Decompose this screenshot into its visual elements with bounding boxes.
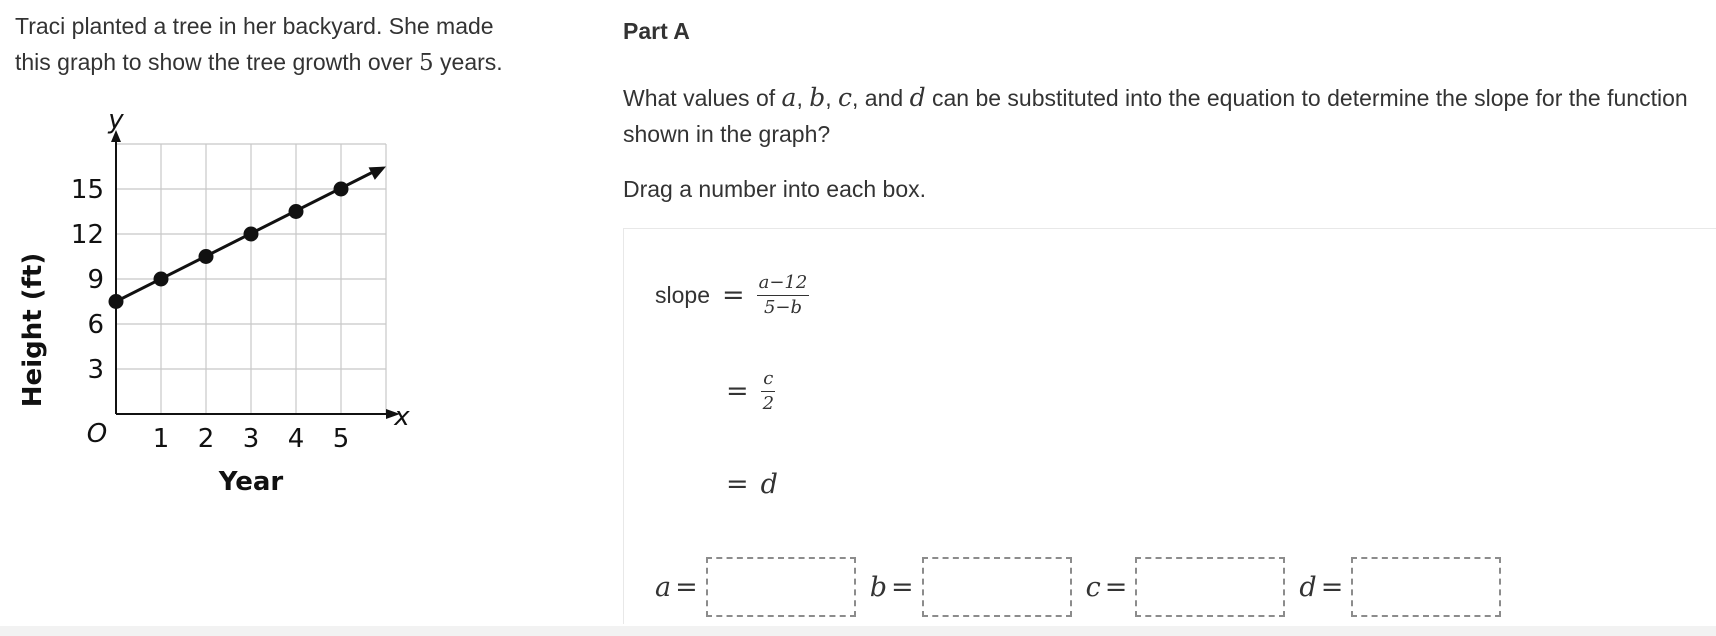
fraction-1-numerator: a−12 [757,273,810,296]
slope-word: slope [655,281,710,308]
fraction-2-numerator: c [761,369,775,392]
fraction-1-denominator: 5−b [763,296,802,318]
y-axis-letter: y [108,105,124,135]
bottom-scroll-bar [0,626,1716,636]
data-point [199,249,214,264]
drop-group-b [870,557,1072,617]
data-point [109,294,124,309]
drag-drop-area [623,228,1716,624]
series [109,167,387,310]
x-tick-label: 3 [242,424,260,454]
question-text-2: , [796,85,810,111]
equation-row-3 [726,469,778,500]
drop-group-a [655,557,856,617]
x-tick-label: 2 [197,424,215,454]
drop-var-d: d [1299,571,1317,603]
tick-labels [71,175,349,454]
fraction-1 [757,273,810,318]
drop-box-c[interactable] [1135,557,1285,617]
equals-sign: = [726,375,749,407]
question-panel [623,0,1716,636]
stimulus-number: 5 [419,50,434,76]
y-tick-label: 15 [70,175,104,205]
question-text-3: , [825,85,839,111]
y-tick-label: 6 [87,310,104,340]
stimulus-text [15,8,575,81]
drop-box-b[interactable] [922,557,1072,617]
drop-targets [655,557,1515,617]
x-tick-label: 1 [152,424,170,454]
drop-equals-a: = [675,571,698,603]
equation-row-1 [655,273,809,318]
x-tick-label: 5 [332,424,350,454]
stimulus-line-1: Traci planted a tree in her backyard. She made [15,13,494,39]
question-text-5: can be substituted into the equation to determine the slope for the function shown in the graph? [623,85,1688,147]
stimulus-panel [15,8,575,81]
drop-var-b: b [869,571,888,603]
drop-equals-d: = [1320,571,1344,603]
var-d: d [909,83,926,112]
drop-group-c [1086,557,1286,617]
equals-sign: = [721,279,745,311]
x-axis-letter: x [394,402,410,432]
tree-growth-graph [0,102,440,502]
question-text-1: What values of [623,85,782,111]
drop-label-b [870,572,914,603]
drop-var-c: c [1085,571,1101,603]
var-a: a [781,83,797,112]
fraction-2 [761,369,776,414]
question-prompt [623,80,1713,152]
axes [111,130,400,419]
data-point [244,227,259,242]
y-axis-label: Height (ft) [18,252,48,408]
drop-label-c [1086,572,1128,603]
x-tick-label: 4 [287,424,305,454]
equation-row-2 [726,369,776,414]
y-tick-label: 12 [70,220,104,250]
x-axis-label: Year [218,467,284,497]
drop-label-a [655,572,698,603]
drop-group-d [1299,557,1501,617]
var-c: c [838,83,853,112]
question-text-4: , and [852,85,910,111]
drop-label-d [1299,572,1343,603]
var-b: b [809,83,826,112]
data-point [289,204,304,219]
stimulus-line-2-suffix: years. [433,49,503,75]
data-point [154,272,169,287]
drop-var-a: a [655,571,672,603]
fraction-2-denominator: 2 [762,392,775,414]
stimulus-line-2-prefix: this graph to show the tree growth over [15,49,419,75]
drop-equals-b: = [891,571,914,603]
equals-sign: = [726,469,749,500]
origin-label: O [86,419,108,449]
y-tick-label: 3 [87,355,104,385]
result-variable: d [760,469,778,500]
data-point [334,182,349,197]
y-tick-label: 9 [87,265,104,295]
part-title: Part A [623,18,690,44]
instruction-text: Drag a number into each box. [623,176,927,202]
drop-box-a[interactable] [706,557,856,617]
drop-box-d[interactable] [1351,557,1501,617]
drop-equals-c: = [1104,571,1128,603]
